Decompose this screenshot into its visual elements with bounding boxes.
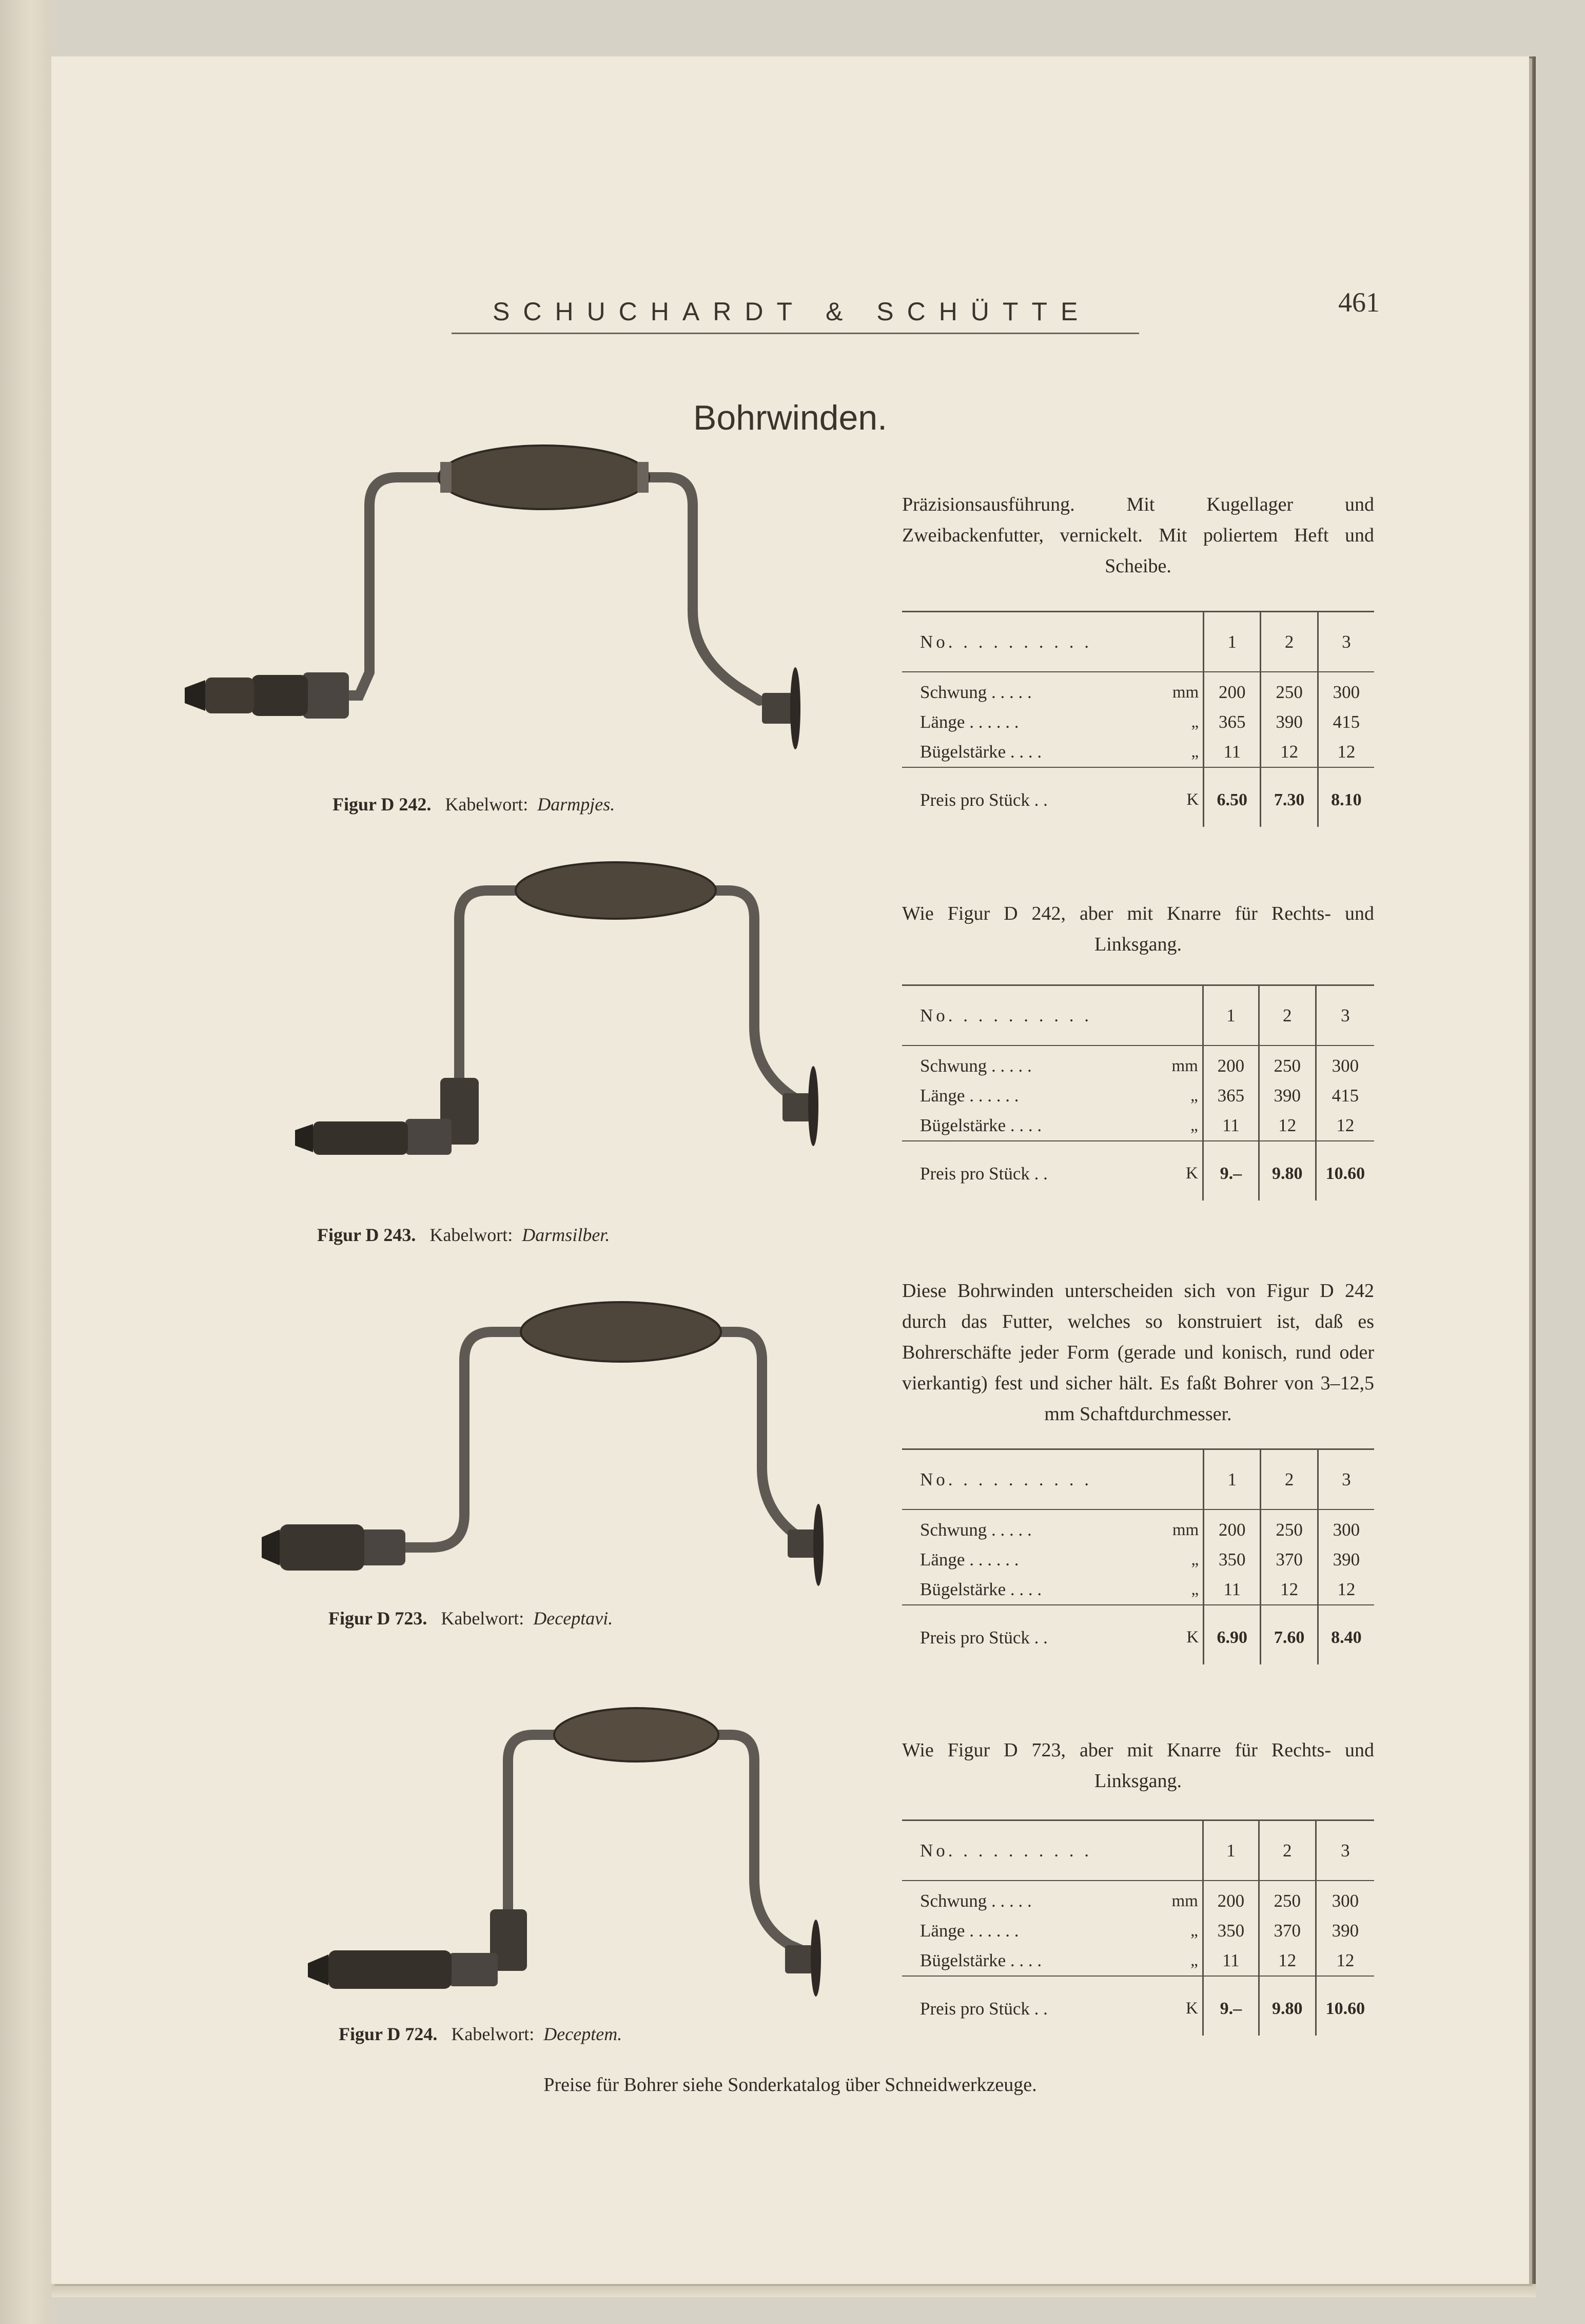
row-unit: mm <box>1172 1520 1199 1539</box>
price-cell: 9.80 <box>1259 1982 1316 2036</box>
table-cell: 390 <box>1261 707 1318 737</box>
book-spine <box>0 0 51 2324</box>
page-title: Bohrwinden. <box>693 398 888 437</box>
table-cell: 300 <box>1318 1515 1374 1545</box>
column-header: 2 <box>1259 985 1316 1046</box>
table-cell: 11 <box>1204 1575 1261 1605</box>
currency: K <box>1186 790 1199 809</box>
figure-caption-d723 <box>328 1608 613 1629</box>
figure-label: Figur D 723. <box>328 1608 427 1629</box>
column-header: 3 <box>1316 985 1374 1046</box>
column-header: 2 <box>1261 1449 1318 1510</box>
row-unit: „ <box>1190 1116 1198 1135</box>
catalog-page <box>51 56 1529 2284</box>
price-cell: 9.80 <box>1259 1147 1316 1200</box>
row-unit: „ <box>1191 712 1199 731</box>
price-cell: 7.60 <box>1261 1611 1318 1664</box>
currency: K <box>1185 1999 1198 2018</box>
price-row <box>902 1147 1374 1200</box>
table-row <box>902 1051 1374 1081</box>
kabel-label: Kabelwort: <box>445 794 529 815</box>
row-label: Länge . . . . . . <box>920 1550 1019 1570</box>
table-cell: 12 <box>1261 1575 1318 1605</box>
row-unit: „ <box>1190 1086 1198 1105</box>
row-label: Bügelstärke . . . . <box>920 1950 1042 1970</box>
table-cell: 11 <box>1204 737 1261 767</box>
kabel-word: Deceptavi. <box>533 1608 613 1629</box>
table-row <box>902 1515 1374 1545</box>
table-cell: 370 <box>1261 1545 1318 1575</box>
row-label: Bügelstärke . . . . <box>920 1579 1042 1599</box>
column-header: 1 <box>1204 612 1261 672</box>
page-bottom-edge <box>51 2284 1536 2297</box>
figure-caption-d242 <box>332 793 615 815</box>
price-row <box>902 1611 1374 1664</box>
column-header: 3 <box>1316 1821 1374 1881</box>
price-label: Preis pro Stück . . <box>920 1163 1048 1184</box>
row-unit: mm <box>1172 683 1199 702</box>
kabel-label: Kabelwort: <box>429 1225 513 1245</box>
row-unit: „ <box>1191 1580 1199 1599</box>
price-row <box>902 1982 1374 2036</box>
table-cell: 200 <box>1204 1515 1261 1545</box>
table-row <box>902 1886 1374 1916</box>
spec-table-d242 <box>902 611 1374 827</box>
price-label: Preis pro Stück . . <box>920 1998 1048 2019</box>
table-cell: 300 <box>1316 1886 1374 1916</box>
currency: K <box>1186 1628 1199 1647</box>
table-row <box>902 1081 1374 1111</box>
spec-table-d723 <box>902 1448 1374 1664</box>
spec-table-d243 <box>902 984 1374 1200</box>
table-row <box>902 1946 1374 1976</box>
kabel-label: Kabelwort: <box>441 1608 524 1629</box>
column-header: 3 <box>1318 1449 1374 1510</box>
table-cell: 390 <box>1259 1081 1316 1111</box>
price-label: Preis pro Stück . . <box>920 1627 1048 1648</box>
table-cell: 12 <box>1318 1575 1374 1605</box>
figure-label: Figur D 243. <box>317 1225 416 1245</box>
table-cell: 300 <box>1318 677 1374 707</box>
table-row <box>902 1821 1374 1881</box>
table-row <box>902 1449 1374 1510</box>
row-unit: „ <box>1191 1550 1199 1569</box>
column-header: 2 <box>1261 612 1318 672</box>
price-label: Preis pro Stück . . <box>920 789 1048 810</box>
brace-illustration-d242 <box>133 400 800 826</box>
page-number: 461 <box>1338 287 1380 318</box>
table-cell: 200 <box>1203 1051 1259 1081</box>
price-cell: 7.30 <box>1261 773 1318 827</box>
column-header: 1 <box>1203 1821 1259 1881</box>
row-label: Länge . . . . . . <box>920 712 1019 732</box>
table-cell: 11 <box>1203 1946 1259 1976</box>
table-row <box>902 1916 1374 1946</box>
kabel-word: Darmsilber. <box>522 1225 610 1245</box>
brace-illustration-d243 <box>164 826 831 1252</box>
row-label: Länge . . . . . . <box>920 1086 1019 1106</box>
table-cell: 12 <box>1261 737 1318 767</box>
price-row <box>902 773 1374 827</box>
table-row <box>902 1545 1374 1575</box>
table-cell: 250 <box>1259 1886 1316 1916</box>
product-description-d723: Diese Bohrwinden unterscheiden sich von Figur D 242 durch das Futter, welches so konstruiert ist, daß es Bohrerschäfte jeder Form (gerade und konisch, rund oder vierkantig) fest und sicher hält. Es faßt Bohrer von 3–12,5 mm Schaftdurchmesser. <box>902 1280 1374 1425</box>
spec-table-d724 <box>902 1819 1374 2036</box>
table-cell: 300 <box>1316 1051 1374 1081</box>
table-cell: 12 <box>1259 1111 1316 1141</box>
price-cell: 8.40 <box>1318 1611 1374 1664</box>
table-cell: 250 <box>1261 1515 1318 1545</box>
table-cell: 350 <box>1203 1916 1259 1946</box>
table-row <box>902 737 1374 767</box>
table-cell: 415 <box>1316 1081 1374 1111</box>
row-label: Schwung . . . . . <box>920 1891 1032 1911</box>
no-label: No. . . . . . . . . . <box>902 612 1168 672</box>
price-cell: 10.60 <box>1316 1147 1374 1200</box>
row-label: Schwung . . . . . <box>920 682 1032 702</box>
table-cell: 250 <box>1259 1051 1316 1081</box>
table-cell: 415 <box>1318 707 1374 737</box>
row-label: Schwung . . . . . <box>920 1056 1032 1076</box>
kabel-word: Darmpjes. <box>537 794 615 815</box>
table-row <box>902 985 1374 1046</box>
figure-label: Figur D 724. <box>339 2024 438 2044</box>
no-label: No. . . . . . . . . . <box>902 1821 1168 1881</box>
table-row <box>902 707 1374 737</box>
figure-caption-d243 <box>317 1224 610 1246</box>
column-header: 1 <box>1203 985 1259 1046</box>
table-cell: 370 <box>1259 1916 1316 1946</box>
price-cell: 8.10 <box>1318 773 1374 827</box>
no-label: No. . . . . . . . . . <box>902 1449 1168 1510</box>
table-cell: 365 <box>1203 1081 1259 1111</box>
product-description-d724: Wie Figur D 723, aber mit Knarre für Rechts- und Linksgang. <box>902 1739 1374 1792</box>
column-header: 3 <box>1318 612 1374 672</box>
column-header: 1 <box>1204 1449 1261 1510</box>
row-unit: „ <box>1190 1921 1198 1940</box>
row-label: Länge . . . . . . <box>920 1921 1019 1941</box>
table-cell: 12 <box>1316 1946 1374 1976</box>
price-cell: 10.60 <box>1316 1982 1374 2036</box>
currency: K <box>1185 1164 1198 1183</box>
table-cell: 200 <box>1203 1886 1259 1916</box>
brace-illustration-d724 <box>174 1658 842 2084</box>
price-cell: 6.50 <box>1204 773 1261 827</box>
product-description-d243: Wie Figur D 242, aber mit Knarre für Rechts- und Linksgang. <box>902 903 1374 955</box>
product-description-d242: Präzisionsausführung. Mit Kugellager und Zweibackenfutter, vernickelt. Mit poliertem Heft und Scheibe. <box>902 494 1374 577</box>
figure-label: Figur D 242. <box>332 794 432 815</box>
table-cell: 390 <box>1316 1916 1374 1946</box>
footer-note: Preise für Bohrer siehe Sonderkatalog über Schneidwerkzeuge. <box>543 2074 1037 2096</box>
row-unit: mm <box>1171 1056 1198 1075</box>
price-cell: 9.– <box>1203 1147 1259 1200</box>
table-cell: 11 <box>1203 1111 1259 1141</box>
table-row <box>902 612 1374 672</box>
no-label: No. . . . . . . . . . <box>902 985 1168 1046</box>
table-cell: 390 <box>1318 1545 1374 1575</box>
table-cell: 350 <box>1204 1545 1261 1575</box>
table-cell: 250 <box>1261 677 1318 707</box>
firm-name: SCHUCHARDT & SCHÜTTE <box>493 297 1091 326</box>
row-unit: mm <box>1171 1891 1198 1910</box>
table-cell: 200 <box>1204 677 1261 707</box>
table-row <box>902 677 1374 707</box>
kabel-label: Kabelwort: <box>451 2024 535 2044</box>
table-cell: 365 <box>1204 707 1261 737</box>
table-cell: 12 <box>1316 1111 1374 1141</box>
row-label: Schwung . . . . . <box>920 1520 1032 1540</box>
price-cell: 9.– <box>1203 1982 1259 2036</box>
table-row <box>902 1111 1374 1141</box>
row-label: Bügelstärke . . . . <box>920 1115 1042 1135</box>
table-cell: 12 <box>1318 737 1374 767</box>
price-cell: 6.90 <box>1204 1611 1261 1664</box>
figure-caption-d724 <box>339 2023 622 2045</box>
row-unit: „ <box>1190 1951 1198 1970</box>
row-unit: „ <box>1191 742 1199 761</box>
table-cell: 12 <box>1259 1946 1316 1976</box>
kabel-word: Deceptem. <box>543 2024 622 2044</box>
row-label: Bügelstärke . . . . <box>920 742 1042 762</box>
table-row <box>902 1575 1374 1605</box>
column-header: 2 <box>1259 1821 1316 1881</box>
running-header <box>452 297 1139 334</box>
